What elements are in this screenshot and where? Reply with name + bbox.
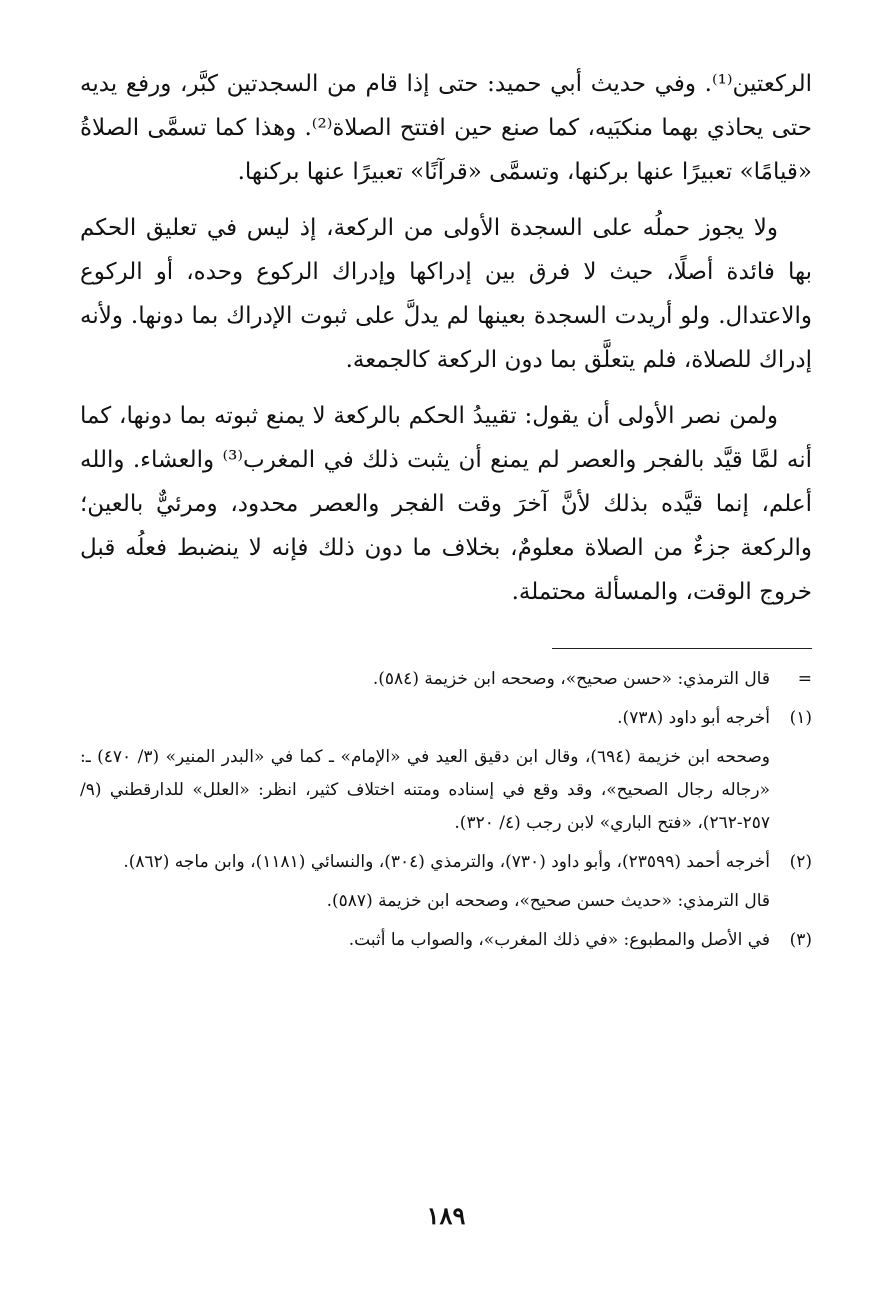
footnote-1-text: أخرجه أبو داود (٧٣٨). bbox=[617, 708, 770, 728]
page-number: ١٨٩ bbox=[426, 1201, 466, 1230]
footnote-continuation bbox=[80, 663, 812, 702]
footnote-1 bbox=[80, 702, 812, 741]
footnote-3 bbox=[80, 924, 812, 963]
footnote-2-text: أخرجه أحمد (٢٣٥٩٩)، وأبو داود (٧٣٠)، والترمذي (٣٠٤)، والنسائي (١١٨١)، وابن ماجه (٨٦٢). bbox=[123, 852, 770, 872]
footnote-separator bbox=[552, 648, 812, 649]
book-page bbox=[80, 62, 812, 1230]
footnote-2 bbox=[80, 846, 812, 924]
main-paragraph-1: الركعتين⁽¹⁾. وفي حديث أبي حميد: حتى إذا قام من السجدتين كبَّر، ورفع يديه حتى يحاذي بهما منكبَيه، كما صنع حين افتتح الصلاة⁽²⁾. وهذا كما تسمَّى الصلاةُ «قيامًا» تعبيرًا عنها بركنها، وتسمَّى «قرآنًا» تعبيرًا عنها بركنها. bbox=[80, 71, 812, 185]
footnote-1-marker: (١) bbox=[789, 708, 812, 728]
footnote-continuation-marker: = bbox=[797, 669, 812, 689]
main-paragraph-3: ولمن نصر الأولى أن يقول: تقييدُ الحكم بالركعة لا يمنع ثبوته بما دونها، كما أنه لمَّا قيَّد بالفجر والعصر لم يمنع أن يثبت ذلك في المغرب⁽³⁾ والعشاء. والله أعلم، إنما قيَّده بذلك لأنَّ آخرَ وقت الفجر والعصر محدود، ومرئيٌّ بالعين؛ والركعة جزءٌ من الصلاة معلومٌ، بخلاف ما دون ذلك فإنه لا ينضبط فعلُه قبل خروج الوقت، والمسألة محتملة. bbox=[80, 403, 812, 605]
footnote-3-marker: (٣) bbox=[789, 930, 812, 950]
footnotes bbox=[80, 663, 812, 963]
footnote-continuation-text: قال الترمذي: «حسن صحيح»، وصححه ابن خزيمة (٥٨٤). bbox=[372, 669, 770, 689]
footnote-3-text: في الأصل والمطبوع: «في ذلك المغرب»، والصواب ما أثبت. bbox=[348, 930, 770, 950]
footnote-1-extra-text: وصححه ابن خزيمة (٦٩٤)، وقال ابن دقيق العيد في «الإمام» ـ كما في «البدر المنير» (٣/ ٤٧٠) ـ: «رجاله رجال الصحيح»، وقد وقع في إسناده ومتنه اختلاف كثير، انظر: «العلل» للدارقطني (٩/ ٢٥٧-٢٦٢)، «فتح الباري» لابن رجب (٤/ ٣٢٠). bbox=[80, 747, 770, 833]
footnote-2-extra-text: قال الترمذي: «حديث حسن صحيح»، وصححه ابن خزيمة (٥٨٧). bbox=[326, 891, 770, 911]
main-paragraph-2: ولا يجوز حملُه على السجدة الأولى من الركعة، إذ ليس في تعليق الحكم بها فائدة أصلًا، حيث لا فرق بين إدراكها وإدراك الركوع وحده، أو الركوع والاعتدال. ولو أريدت السجدة بعينها لم يدلَّ على ثبوت الإدراك بما دونها. ولأنه إدراك للصلاة، فلم يتعلَّق بما دون الركعة كالجمعة. bbox=[80, 215, 812, 373]
footnote-2-marker: (٢) bbox=[789, 852, 812, 872]
main-text bbox=[80, 62, 812, 614]
